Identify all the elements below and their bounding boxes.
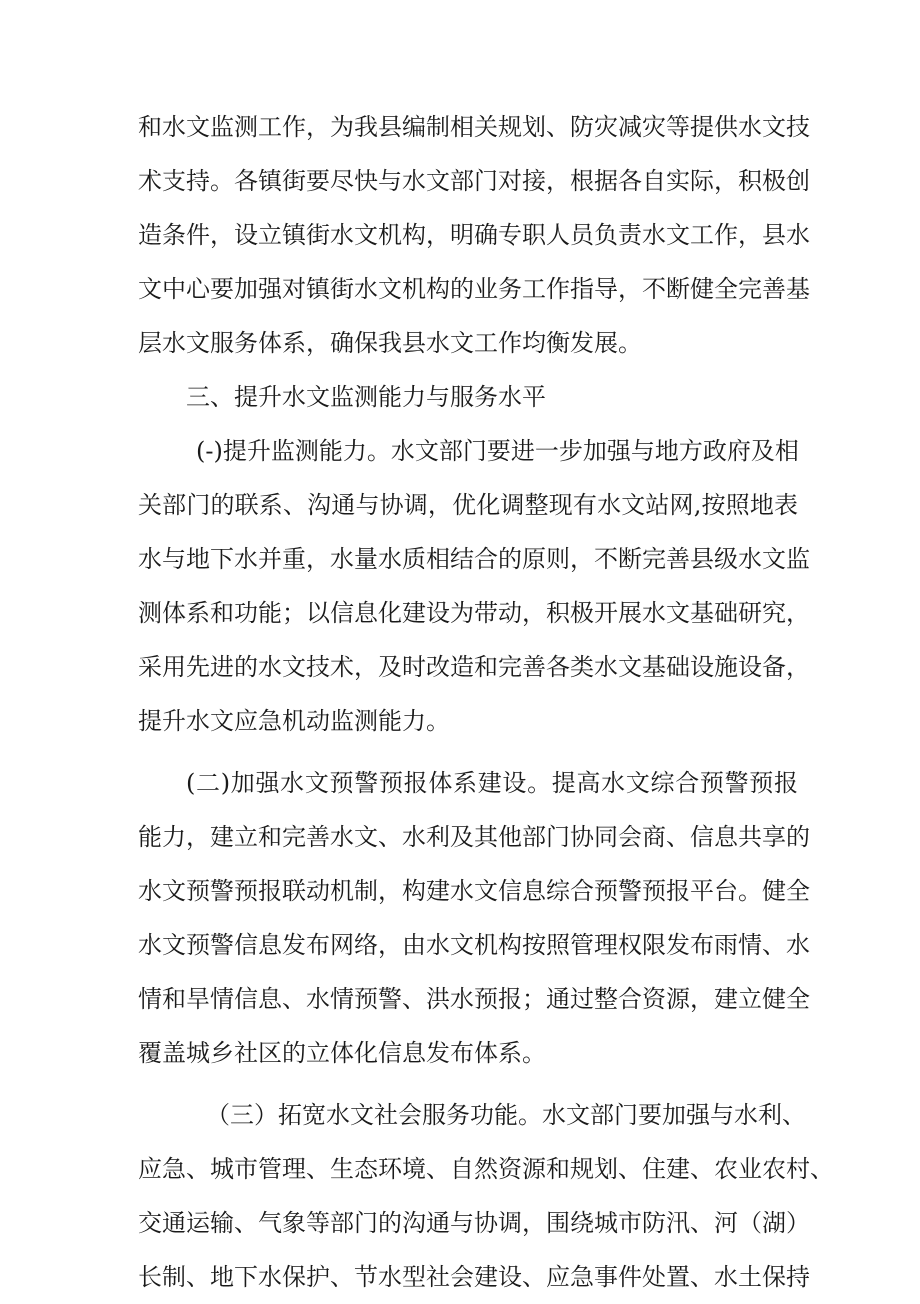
text-line: 长制、地下水保护、节水型社会建设、应急事件处置、水土保持	[138, 1263, 810, 1291]
text-line: 水文预警预报联动机制，构建水文信息综合预警预报平台。健全	[138, 877, 810, 905]
text-line: 覆盖城乡社区的立体化信息发布体系。	[138, 1039, 546, 1067]
text-line: 水与地下水并重，水量水质相结合的原则，不断完善县级水文监	[138, 545, 810, 573]
text-line: 交通运输、气象等部门的沟通与协调，围绕城市防汛、河（湖）	[138, 1209, 810, 1237]
text-line: 术支持。各镇街要尽快与水文部门对接，根据各自实际，积极创	[138, 167, 810, 195]
paragraph-gap	[138, 748, 798, 756]
text-line: 情和旱情信息、水情预警、洪水预报；通过整合资源，建立健全	[138, 985, 810, 1013]
paragraph-monitoring	[138, 424, 810, 748]
text-line: （三）拓宽水文社会服务功能。水文部门要加强与水利、	[206, 1101, 806, 1129]
paragraph-services	[138, 1088, 834, 1304]
text-line: 水文预警信息发布网络，由水文机构按照管理权限发布雨情、水	[138, 931, 810, 959]
text-line: (二)加强水文预警预报体系建设。提高水文综合预警预报	[186, 769, 798, 797]
text-line: 文中心要加强对镇街水文机构的业务工作指导，不断健全完善基	[138, 275, 810, 303]
section-heading-text: 三、提升水文监测能力与服务水平	[186, 383, 546, 411]
paragraph-gap	[138, 1080, 798, 1088]
text-line: 测体系和功能；以信息化建设为带动，积极开展水文基础研究，	[138, 599, 810, 627]
text-line: 造条件，设立镇街水文机构，明确专职人员负责水文工作，县水	[138, 221, 810, 249]
text-line: 和水文监测工作，为我县编制相关规划、防灾减灾等提供水文技	[138, 113, 810, 141]
document-body	[138, 100, 834, 1304]
text-line: 提升水文应急机动监测能力。	[138, 707, 450, 735]
paragraph-continuation	[138, 100, 810, 370]
text-line: 层水文服务体系，确保我县水文工作均衡发展。	[138, 329, 642, 357]
text-line: 能力，建立和完善水文、水利及其他部门协同会商、信息共享的	[138, 823, 810, 851]
text-line: 应急、城市管理、生态环境、自然资源和规划、住建、农业农村、	[138, 1155, 834, 1183]
section-heading	[138, 370, 798, 424]
text-line: 采用先进的水文技术，及时改造和完善各类水文基础设施设备，	[138, 653, 810, 681]
paragraph-warning	[138, 756, 810, 1080]
text-line: 关部门的联系、沟通与协调，优化调整现有水文站网,按照地表	[138, 491, 798, 519]
text-line: (-)提升监测能力。水文部门要进一步加强与地方政府及相	[196, 437, 799, 465]
